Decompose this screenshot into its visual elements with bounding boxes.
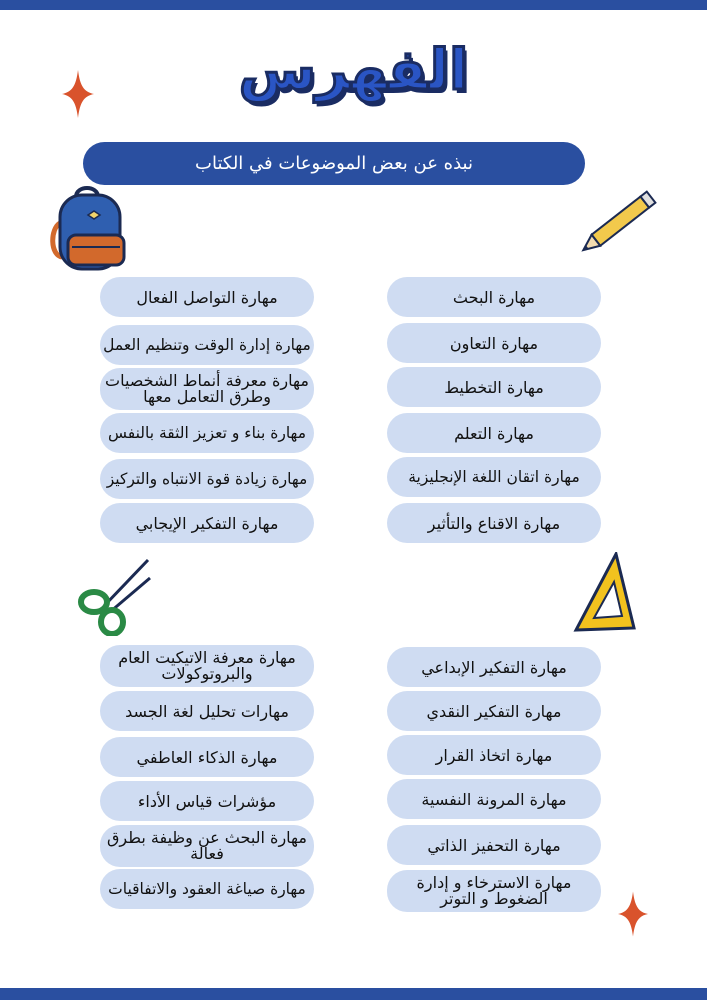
pencil-icon xyxy=(572,185,664,261)
toc-item: مهارة التفكير الإيجابي xyxy=(100,503,314,543)
toc-item: مهارة التحفيز الذاتي xyxy=(387,825,601,865)
star-icon xyxy=(618,890,648,938)
star-icon xyxy=(62,70,94,118)
toc-item: مهارة البحث xyxy=(387,277,601,317)
toc-item: مهارة التخطيط xyxy=(387,367,601,407)
toc-item: مؤشرات قياس الأداء xyxy=(100,781,314,821)
subtitle-banner: نبذه عن بعض الموضوعات في الكتاب xyxy=(83,142,585,185)
toc-item: مهارة بناء و تعزيز الثقة بالنفس xyxy=(100,413,314,453)
bottom-band xyxy=(0,988,707,1000)
toc-item: مهارة اتقان اللغة الإنجليزية xyxy=(387,457,601,497)
toc-item: مهارة زيادة قوة الانتباه والتركيز xyxy=(100,459,314,499)
toc-item: مهارة معرفة الاتيكيت العام والبروتوكولات xyxy=(100,645,314,687)
set-square-icon xyxy=(572,552,638,634)
toc-item: مهارة المرونة النفسية xyxy=(387,779,601,819)
toc-item: مهارة التعاون xyxy=(387,323,601,363)
toc-item: مهارة الذكاء العاطفي xyxy=(100,737,314,777)
toc-item: مهارة التعلم xyxy=(387,413,601,453)
toc-item: مهارة التفكير النقدي xyxy=(387,691,601,731)
page-title: الفهرس xyxy=(238,38,469,103)
toc-item: مهارة التفكير الإبداعي xyxy=(387,647,601,687)
toc-item: مهارة البحث عن وظيفة بطرق فعالة xyxy=(100,825,314,867)
toc-item: مهارة إدارة الوقت وتنظيم العمل xyxy=(100,325,314,365)
toc-item: مهارة معرفة أنماط الشخصيات وطرق التعامل معها xyxy=(100,368,314,410)
toc-item: مهارة الاقناع والتأثير xyxy=(387,503,601,543)
toc-item: مهارة الاسترخاء و إدارة الضغوط و التوتر xyxy=(387,870,601,912)
toc-item: مهارة اتخاذ القرار xyxy=(387,735,601,775)
top-band xyxy=(0,0,707,10)
toc-item: مهارات تحليل لغة الجسد xyxy=(100,691,314,731)
backpack-icon xyxy=(46,183,130,275)
toc-item: مهارة التواصل الفعال xyxy=(100,277,314,317)
scissors-icon xyxy=(74,556,154,636)
toc-item: مهارة صياغة العقود والاتفاقيات xyxy=(100,869,314,909)
